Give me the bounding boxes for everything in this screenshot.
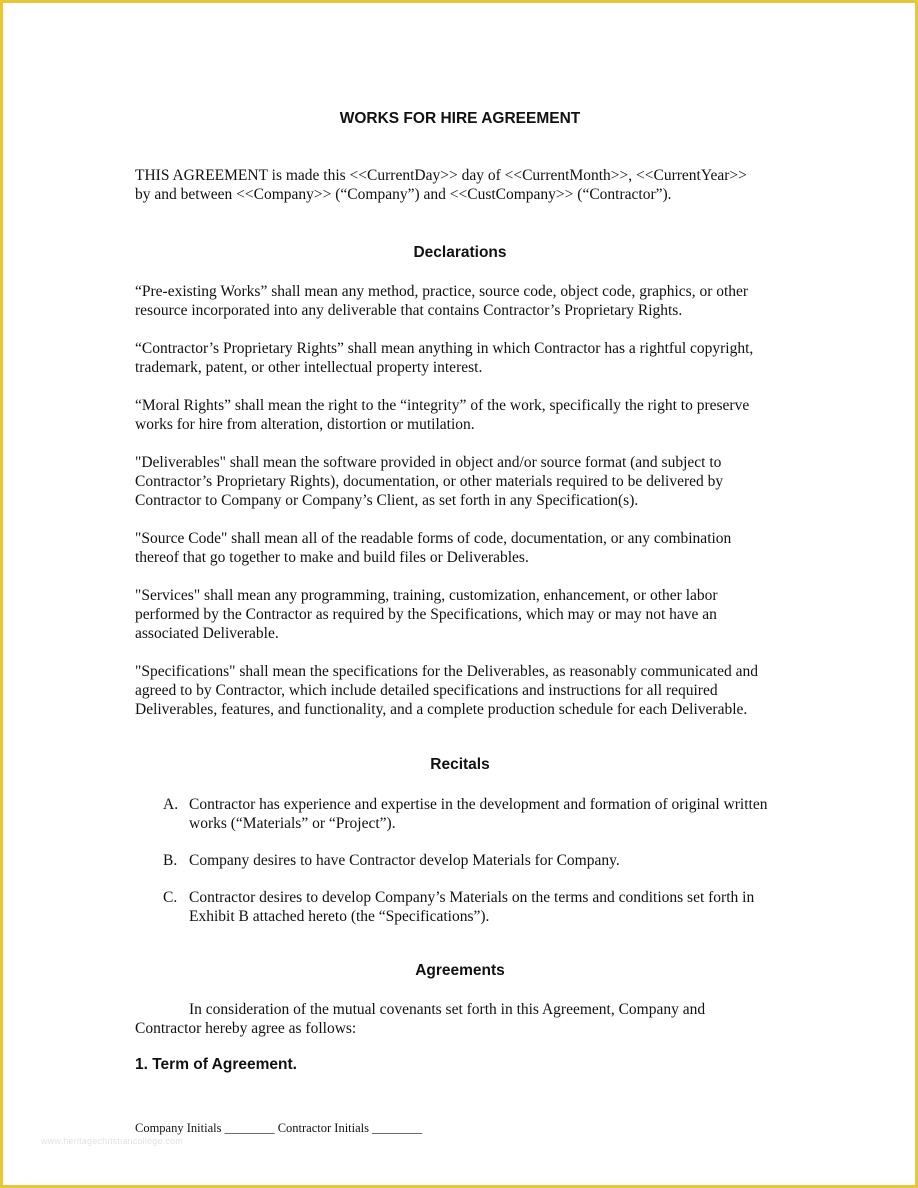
watermark: www.heritagechristiancollege.com xyxy=(41,1136,183,1146)
recital-letter: A. xyxy=(163,796,179,813)
declaration-services: "Services" shall mean any programming, training, customization, enhancement, or other labor performed by the Contractor as required by the Specifications, which may or may not have an associated Deliverable. xyxy=(135,587,718,642)
agreements-heading: Agreements xyxy=(415,962,505,979)
recitals-heading: Recitals xyxy=(430,756,490,773)
declaration-source-code: "Source Code" shall mean all of the readable forms of code, documentation, or any combination thereof that go together to make and build files or Deliverables. xyxy=(135,530,732,566)
recital-letter: B. xyxy=(163,852,178,869)
recital-c xyxy=(163,888,783,926)
recital-text: Contractor has experience and expertise in the development and formation of original written works (“Materials” or “Project”). xyxy=(189,796,768,832)
agreement-intro: THIS AGREEMENT is made this <<CurrentDay>> day of <<CurrentMonth>>, <<CurrentYear>> by and between <<Company>> (“Company”) and <<CustCompany>> (“Contractor”). xyxy=(135,167,747,203)
recital-b xyxy=(163,851,783,870)
recital-a xyxy=(163,795,783,833)
declaration-deliverables: "Deliverables" shall mean the software provided in object and/or source format (and subject to Contractor’s Proprietary Rights), documentation, or other materials required to be delivered by Contractor to Company or Company’s Client, as set forth in any Specification(s). xyxy=(135,454,724,509)
declaration-specifications: "Specifications" shall mean the specifications for the Deliverables, as reasonably communicated and agreed to by Contractor, which include detailed specifications and instructions for all required Deliverables, features, and functionality, and a complete production schedule for each Deliverable. xyxy=(135,663,758,718)
declarations-heading: Declarations xyxy=(413,244,507,261)
declaration-moral-rights: “Moral Rights” shall mean the right to the “integrity” of the work, specifically the right to preserve works for hire from alteration, distortion or mutilation. xyxy=(135,397,750,433)
agreements-intro: In consideration of the mutual covenants set forth in this Agreement, Company and Contractor hereby agree as follows: xyxy=(135,1001,706,1037)
declaration-pre-existing-works: “Pre-existing Works” shall mean any method, practice, source code, object code, graphics, or other resource incorporated into any deliverable that contains Contractor’s Proprietary Rights. xyxy=(135,283,749,319)
document-title: WORKS FOR HIRE AGREEMENT xyxy=(339,110,581,127)
recital-letter: C. xyxy=(163,889,178,906)
initials-footer: Company Initials ________ Contractor Initials ________ xyxy=(135,1121,423,1135)
document-page xyxy=(3,3,915,1185)
recital-text: Contractor desires to develop Company’s Materials on the terms and conditions set forth in Exhibit B attached hereto (the “Specifications”). xyxy=(189,889,755,925)
declaration-proprietary-rights: “Contractor’s Proprietary Rights” shall mean anything in which Contractor has a rightful copyright, trademark, patent, or other intellectual property interest. xyxy=(135,340,754,376)
recital-text: Company desires to have Contractor develop Materials for Company. xyxy=(189,852,620,869)
term-of-agreement-heading: 1. Term of Agreement. xyxy=(135,1056,297,1073)
